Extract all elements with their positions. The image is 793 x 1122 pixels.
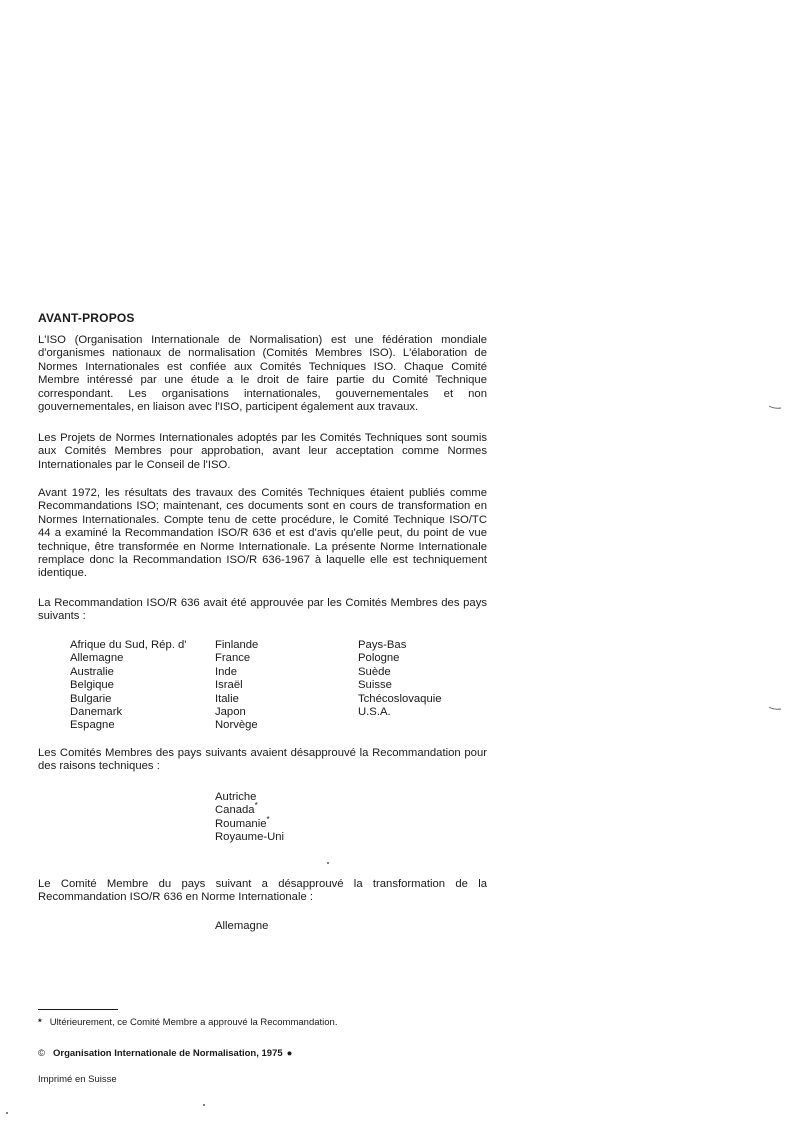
disapproved-countries-list <box>215 791 284 845</box>
country-item: Inde <box>215 665 237 678</box>
scan-speck-icon <box>203 1104 205 1106</box>
page-heading: AVANT-PROPOS <box>38 311 135 325</box>
country-item: Tchécoslovaquie <box>358 692 442 705</box>
footnote-marker: * <box>38 1017 42 1028</box>
country-item: Belgique <box>70 679 114 692</box>
footnote-text: Ultérieurement, ce Comité Membre a approuvé la Recommandation. <box>49 1017 338 1028</box>
country-item: Pays-Bas <box>358 639 407 651</box>
approved-countries-col-3 <box>358 639 442 719</box>
paragraph-approval-intro: La Recommandation ISO/R 636 avait été approuvée par les Comités Membres des pays suivants : <box>38 597 487 623</box>
paragraph-iso-intro: L'ISO (Organisation Internationale de Normalisation) est une fédération mondiale d'organismes nationaux de normalisation (Comités Membres ISO). L'élaboration de Normes Internationales est confiée aux Comités Techniques ISO. Chaque Comité Membre intéressé par une étude a le droit de faire partie du Comité Technique correspondant. Les organisations internationales, gouvernementales et non gouvernementales, en liaison avec l'ISO, participent également aux travaux. <box>38 334 487 414</box>
country-item: Royaume-Uni <box>215 831 285 844</box>
footnote <box>38 1017 337 1028</box>
country-item: Finlande <box>215 639 259 651</box>
country-item: Suisse <box>358 679 392 692</box>
country-item: Japon <box>215 706 246 719</box>
approved-countries-col-2 <box>215 639 258 733</box>
country-item: Bulgarie <box>70 692 112 705</box>
paragraph-disapproval-intro: Les Comités Membres des pays suivants avaient désapprouvé la Recommandation pour des raisons techniques : <box>38 747 487 773</box>
approved-countries-col-1 <box>70 639 186 733</box>
country-item: Afrique du Sud, Rép. d' <box>70 639 187 651</box>
country-item: Australie <box>70 665 114 678</box>
paragraph-before-1972: Avant 1972, les résultats des travaux des Comités Techniques étaient publiés comme Recommandations ISO; maintenant, ces documents sont en cours de transformation en Normes Internationales. Compte tenu de cette procédure, le Comité Technique ISO/TC 44 a examiné la Recommandation ISO/R 636 et est d'avis qu'elle peut, du point de vue technique, être transformée en Norme Internationale. La présente Norme Internationale remplace donc la Recommandation ISO/R 636-1967 à laquelle elle est techniquement identique. <box>38 487 487 580</box>
scan-mark-icon <box>768 705 782 711</box>
paragraph-draft-standards: Les Projets de Normes Internationales adoptés par les Comités Techniques sont soumis aux Comités Membres pour approbation, avant leur acceptation comme Normes Internationales par le Conseil de l'ISO. <box>38 432 487 471</box>
country-item: Pologne <box>358 652 400 665</box>
footnote-mark: * <box>254 801 258 811</box>
country-item: France <box>215 652 251 665</box>
country-item: Danemark <box>70 706 123 719</box>
transformation-disapproval-country: Allemagne <box>215 920 269 932</box>
footnote-mark: * <box>266 815 270 825</box>
paragraph-transformation-disapproval: Le Comité Membre du pays suivant a désapprouvé la transformation de la Recommandation ISO/R 636 en Norme Internationale : <box>38 878 487 904</box>
country-item: Norvège <box>215 719 258 732</box>
scan-speck-icon <box>6 1112 8 1114</box>
country-item: Roumanie* <box>215 815 270 830</box>
bullet-icon: ● <box>286 1048 293 1059</box>
scan-mark-icon <box>768 404 782 410</box>
copyright-text: Organisation Internationale de Normalisation, 1975 <box>53 1048 283 1059</box>
country-item: Allemagne <box>70 652 124 665</box>
footnote-divider <box>38 1009 118 1010</box>
country-item: Canada* <box>215 801 258 817</box>
copyright-icon: © <box>38 1048 45 1059</box>
country-item: Espagne <box>70 719 115 732</box>
country-item: Suède <box>358 665 391 678</box>
country-item: Israël <box>215 679 243 692</box>
country-item: U.S.A. <box>358 706 391 719</box>
country-item: Autriche <box>215 791 257 803</box>
copyright-line <box>38 1048 292 1059</box>
printed-in: Imprimé en Suisse <box>38 1074 117 1085</box>
country-item: Italie <box>215 692 239 705</box>
scan-speck-icon <box>327 862 329 864</box>
